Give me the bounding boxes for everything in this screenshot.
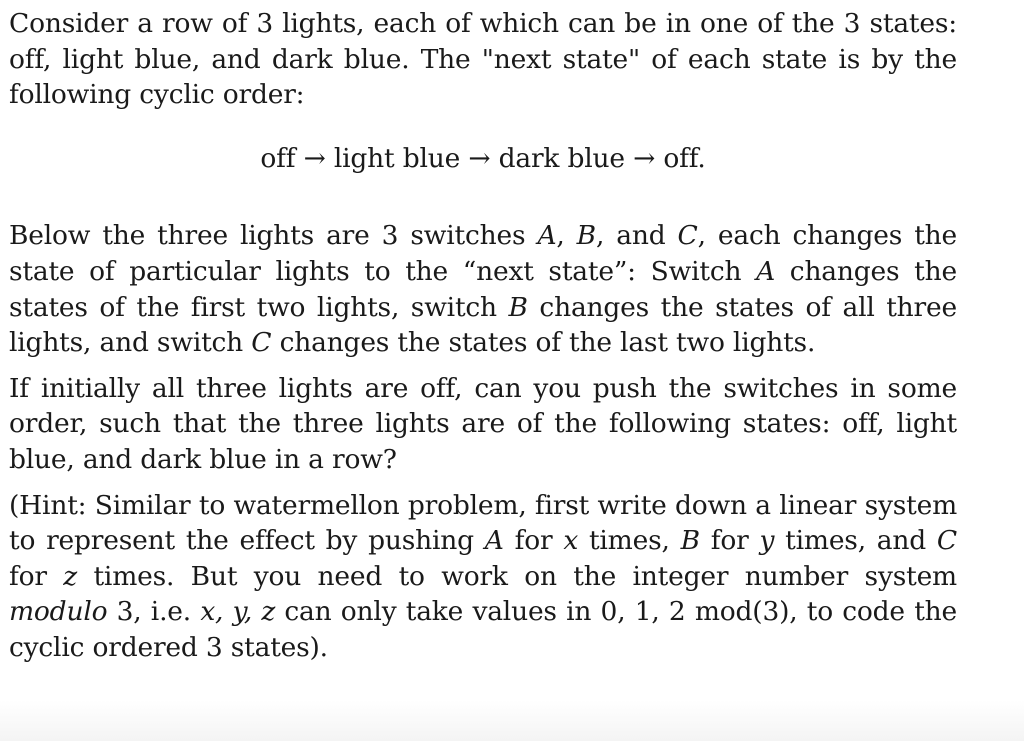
hint-paragraph [9, 488, 957, 666]
math-var: y [759, 525, 775, 557]
text-run: (Hint: Similar to watermellon problem, first write down a linear system to represent the effect by pushing [9, 489, 957, 557]
state-light-blue: light blue [333, 142, 461, 174]
text-run: for [699, 525, 760, 557]
text-run: for [503, 525, 564, 557]
arrow-icon: → [468, 142, 491, 174]
state-off-end: off. [663, 142, 706, 174]
switches-paragraph [9, 218, 957, 360]
state-dark-blue: dark blue [498, 142, 625, 174]
math-var: A [756, 255, 776, 287]
math-var: A [484, 525, 504, 557]
text-run: , [556, 220, 577, 252]
text-run: times. But you need to work on the integer number system [77, 560, 957, 592]
cyclic-order-display [9, 141, 957, 177]
text-run: can only take values in 0, 1, 2 mod(3), to code the cyclic ordered 3 states). [9, 596, 957, 663]
bottom-shade [0, 700, 1024, 741]
text-run: , each changes the state of particular lights to the “next state”: Switch [9, 220, 958, 287]
text-run: 3, i.e. [107, 596, 201, 628]
math-var: z [63, 560, 78, 592]
text-run: times, and [774, 525, 937, 557]
math-var: B [508, 291, 528, 323]
text-run: for [9, 560, 64, 592]
state-off: off [260, 142, 296, 174]
math-var: x [563, 525, 579, 557]
text-run: , and [595, 220, 678, 252]
math-var: C [936, 525, 957, 557]
intro-paragraph: Consider a row of 3 lights, each of which can be in one of the 3 states: off, light blue, and dark blue. The "next state" of each state is by the following cyclic order: [9, 8, 957, 111]
problem-text [9, 6, 957, 666]
text-run: Below the three lights are 3 switches [9, 220, 538, 252]
text-run: changes the states of all three lights, and switch [9, 291, 957, 359]
arrow-icon: → [633, 142, 656, 174]
text-run: changes the states of the first two lights, switch [9, 255, 957, 323]
math-var: C [677, 220, 698, 252]
math-var: A [537, 220, 557, 252]
text-run: times, [578, 525, 681, 557]
arrow-icon: → [303, 142, 326, 174]
question-paragraph: If initially all three lights are off, can you push the switches in some order, such that the three lights are of the following states: off, light blue, and dark blue in a row? [9, 372, 957, 475]
text-run: changes the states of the last two lights. [271, 327, 816, 359]
emphasis-modulo: modulo [9, 596, 108, 628]
math-var: B [680, 525, 700, 557]
math-vars: x, y, z [200, 596, 276, 628]
math-var: B [576, 220, 596, 252]
math-var: C [251, 327, 272, 359]
